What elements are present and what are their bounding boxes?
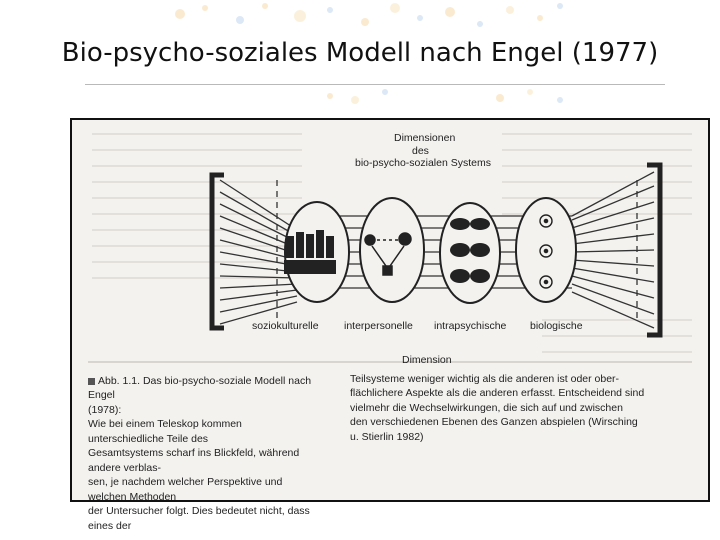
diagram-heading-3: bio-psycho-sozialen Systems: [355, 157, 491, 169]
slide-title: Bio-psycho-soziales Modell nach Engel (1977): [61, 38, 659, 68]
caption-right-line-2: flächlichere Aspekte als die anderen erfasst. Entscheidend sind: [350, 387, 645, 400]
caption-left-line-2: (1978):: [88, 403, 122, 416]
label-intrapsychische: intrapsychische: [434, 320, 507, 332]
ellipse-interpersonelle: [360, 198, 424, 302]
caption-right-line-3: vielmehr die Wechselwirkungen, die sich auf und zwischen: [350, 401, 623, 414]
scanned-figure: [70, 118, 710, 532]
label-biologische: biologische: [530, 320, 583, 332]
cell-icons: [540, 215, 552, 288]
label-interpersonelle: interpersonelle: [344, 320, 413, 332]
caption-right-line-4: den verschiedenen Ebenen des Ganzen abspielen (Wirsching: [350, 416, 638, 429]
crowd-figures-icon: [284, 230, 336, 274]
caption-left-line-3: Wie bei einem Teleskop kommen unterschiedliche Teile des: [88, 418, 242, 445]
caption-left-line-6: der Untersucher folgt. Dies bedeutet nicht, dass eines der: [88, 505, 310, 532]
bullet-square-icon: [88, 378, 95, 385]
ellipse-intrapsychische: [440, 203, 500, 303]
title-divider: [85, 84, 665, 85]
diagram-heading-2: des: [412, 145, 429, 157]
label-soziokulturelle: soziokulturelle: [252, 320, 319, 332]
caption-right: [350, 372, 674, 444]
caption-left-line-5: sen, je nachdem welcher Perspektive und welchen Methoden: [88, 476, 283, 503]
caption-right-line-5: u. Stierlin 1982): [350, 430, 424, 443]
caption-left-line-4: Gesamtsystems scharf ins Blickfeld, während andere verblas-: [88, 447, 300, 474]
caption-right-line-1: Teilsysteme weniger wichtig als die anderen ist oder ober-: [350, 373, 620, 385]
diagram-heading-1: Dimensionen: [394, 132, 456, 144]
caption-left: [88, 374, 314, 533]
caption-left-line-1: Abb. 1.1. Das bio-psycho-soziale Modell nach Engel: [88, 375, 312, 402]
caption-left-head: [88, 374, 314, 403]
label-dimension: Dimension: [402, 354, 452, 366]
